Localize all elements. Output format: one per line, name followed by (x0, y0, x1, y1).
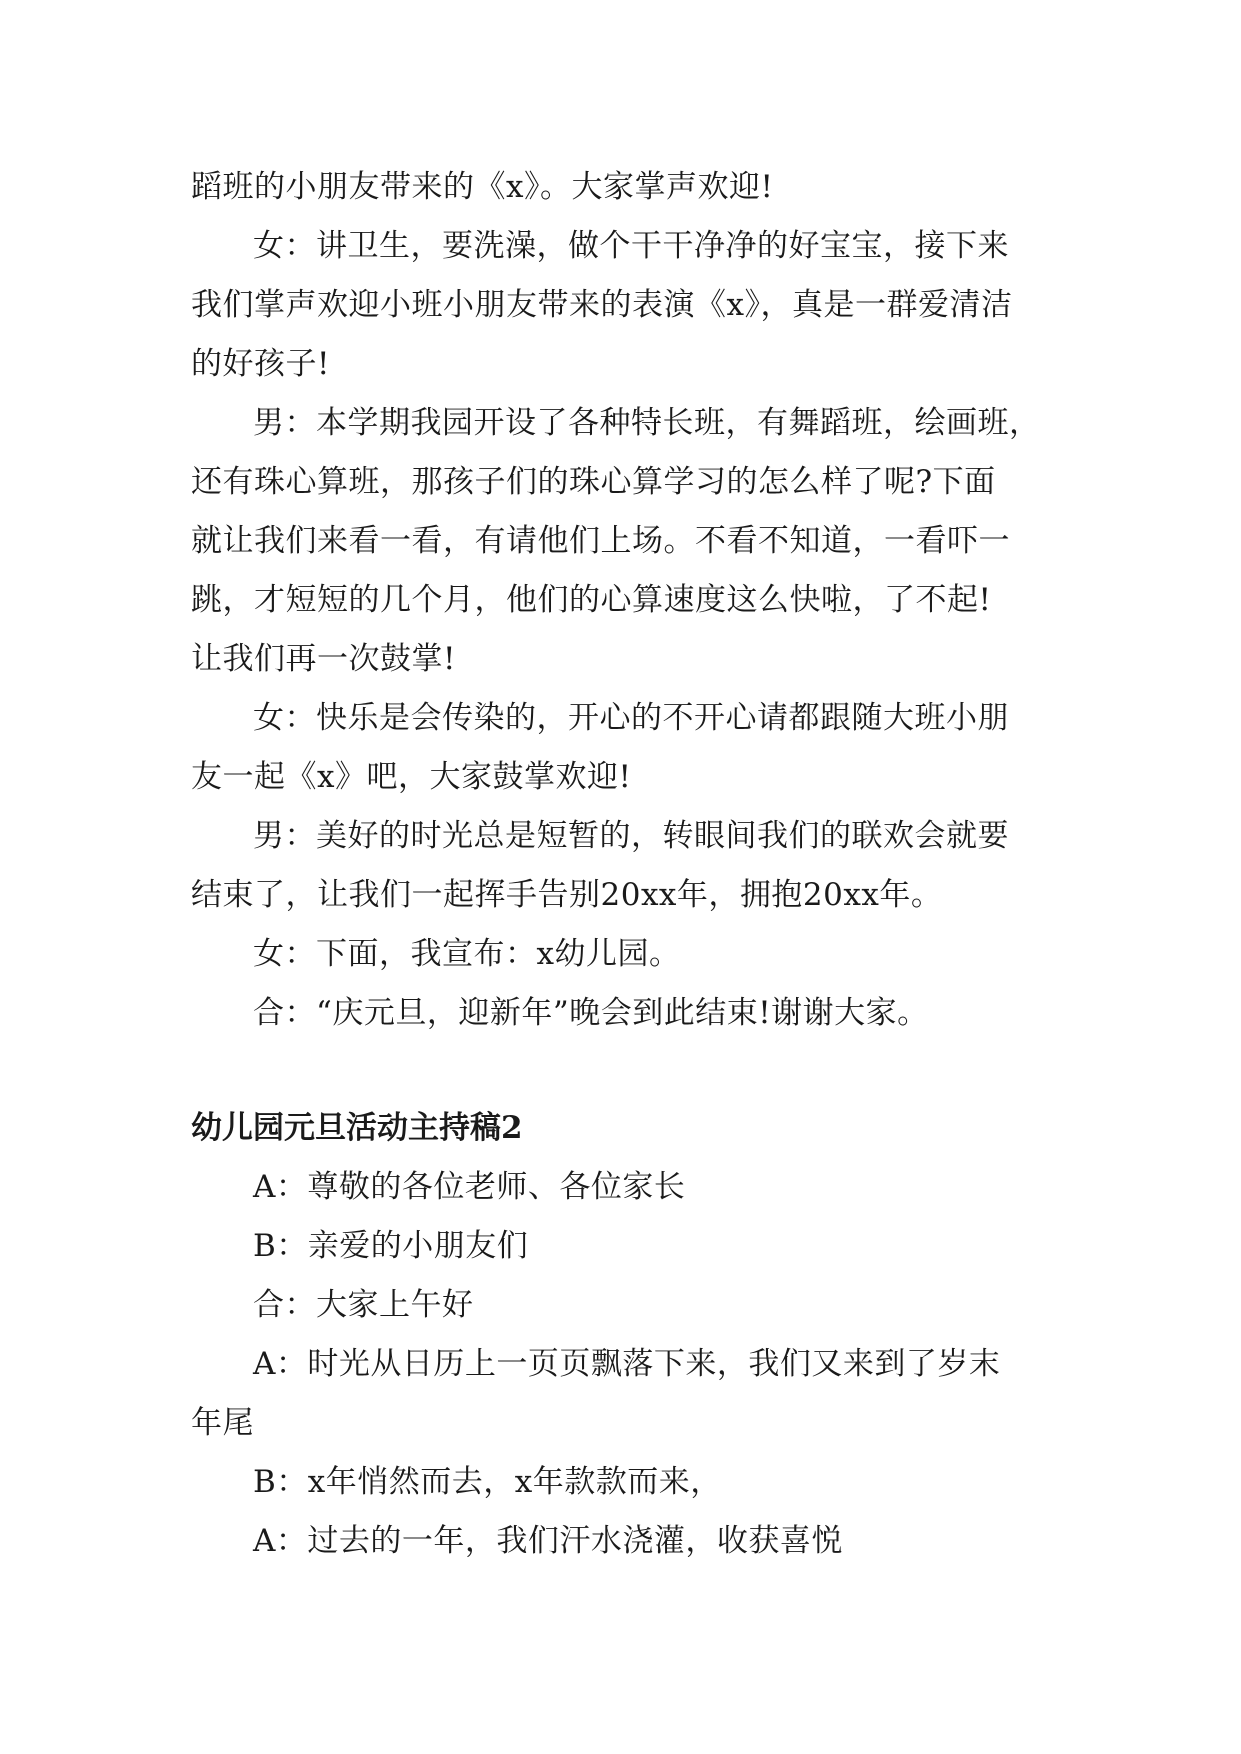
paragraph-line: B：x年悄然而去，x年款款而来， (253, 1464, 722, 1500)
paragraph-line: A：尊敬的各位老师、各位家长 (253, 1169, 686, 1205)
paragraph-line: 合：“庆元旦，迎新年”晚会到此结束!谢谢大家。 (253, 995, 929, 1031)
section-two (191, 1158, 1051, 1571)
paragraph-line: 合：大家上午好 (253, 1287, 474, 1323)
section-heading: 幼儿园元旦活动主持稿2 (191, 1110, 523, 1146)
section-gap (191, 1043, 1051, 1099)
paragraph-line: A：时光从日历上一页页飘落下来，我们又来到了岁末 (253, 1346, 1001, 1382)
paragraph-line: 男：本学期我园开设了各种特长班，有舞蹈班，绘画班， (253, 405, 1041, 441)
paragraph-line: A：过去的一年，我们汗水浇灌，收获喜悦 (253, 1523, 843, 1559)
paragraph-line: 女：讲卫生，要洗澡，做个干干净净的好宝宝，接下来 (253, 228, 1009, 264)
paragraph-line: 友一起《x》吧，大家鼓掌欢迎! (191, 759, 632, 795)
paragraph-line: 女：快乐是会传染的，开心的不开心请都跟随大班小朋 (253, 700, 1009, 736)
paragraph-line: B：亲爱的小朋友们 (253, 1228, 529, 1264)
section-one (191, 158, 1051, 1043)
paragraph-line: 年尾 (191, 1405, 254, 1441)
paragraph-line: 就让我们来看一看，有请他们上场。不看不知道，一看吓一 (191, 523, 1010, 559)
document-page (191, 158, 1051, 1571)
paragraph-line: 结束了，让我们一起挥手告别20xx年，拥抱20xx年。 (191, 877, 943, 913)
paragraph-line: 女：下面，我宣布：x幼儿园。 (253, 936, 681, 972)
paragraph-line: 蹈班的小朋友带来的《x》。大家掌声欢迎! (191, 169, 774, 205)
paragraph-line: 还有珠心算班，那孩子们的珠心算学习的怎么样了呢?下面 (191, 464, 996, 500)
paragraph-line: 让我们再一次鼓掌! (191, 641, 456, 677)
paragraph-line: 我们掌声欢迎小班小朋友带来的表演《x》，真是一群爱清洁 (191, 287, 1013, 323)
paragraph-line: 的好孩子! (191, 346, 330, 382)
paragraph-line: 男：美好的时光总是短暂的，转眼间我们的联欢会就要 (253, 818, 1009, 854)
paragraph-line: 跳，才短短的几个月，他们的心算速度这么快啦，了不起! (191, 582, 992, 618)
